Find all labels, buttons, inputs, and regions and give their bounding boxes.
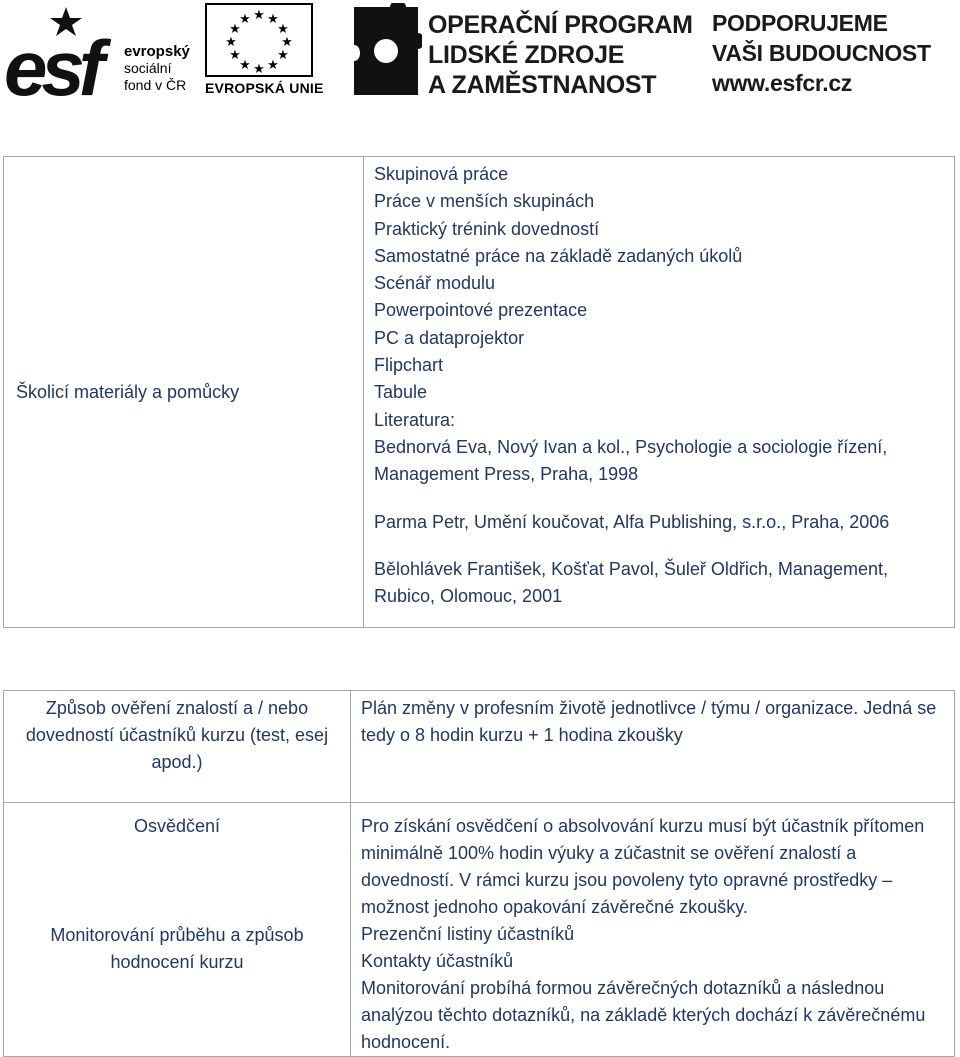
eu-flag-icon [205, 3, 313, 77]
certificate-monitoring-labels [4, 803, 351, 1057]
list-item: Práce v menších skupinách [374, 191, 595, 212]
svg-text:★: ★ [267, 57, 279, 72]
table-row [4, 803, 955, 1057]
header-logos [0, 0, 960, 110]
esf-line-3: fond v ČR [124, 77, 187, 93]
svg-text:★: ★ [229, 47, 241, 62]
certificate-label: Osvědčení [133, 816, 221, 836]
list-item: Tabule [374, 382, 428, 403]
list-item: Literatura: [374, 409, 456, 430]
certificate-content: Pro získání osvědčení o absolvování kurzu musí být účastník přítomen minimálně 100% hodin výuky a zúčastnit se ověření znalostí a dovedností. V rámci kurzu jsou povoleny tyto opravné prostředky – možnost jednoho opakování závěrečné zkoušky. [361, 816, 925, 917]
reference: Parma Petr, Umění koučovat, Alfa Publishing, s.r.o., Praha, 2006 [374, 511, 890, 532]
list-item: Skupinová práce [374, 164, 509, 184]
materials-content [364, 157, 955, 628]
op-line-3: A ZAMĚSTNANOST [428, 71, 657, 99]
svg-text:esf: esf [4, 24, 99, 99]
svg-text:★: ★ [225, 34, 237, 49]
list-item: Kontakty účastníků [361, 951, 514, 971]
support-url[interactable]: www.esfcr.cz [712, 70, 853, 96]
eu-label: EVROPSKÁ UNIE [205, 80, 324, 96]
svg-text:★: ★ [239, 57, 251, 72]
list-item: Flipchart [374, 355, 444, 376]
support-line-2: VAŠI BUDOUCNOST [712, 40, 931, 66]
eu-logo [205, 3, 324, 99]
list-item: Powerpointové prezentace [374, 300, 588, 321]
list-item: Prezenční listiny účastníků [361, 924, 575, 944]
verification-content: Plán změny v profesním životě jednotlivce / týmu / organizace. Jedná se tedy o 8 hodin kurzu + 1 hodina zkoušky [351, 691, 955, 803]
list-item: Monitorování probíhá formou závěrečných dotazníků a následnou analýzou těchto dotazníků, na základě kterých dochází k závěrečnému hodnocení. [361, 978, 926, 1052]
svg-text:★: ★ [281, 34, 293, 49]
materials-table [3, 156, 955, 628]
op-line-1: OPERAČNÍ PROGRAM [428, 11, 693, 39]
reference: Bednorvá Eva, Nový Ivan a kol., Psychologie a sociologie řízení, Management Press, Praha, 1998 [374, 436, 888, 485]
list-item: Scénář modulu [374, 273, 496, 294]
esf-line-2: sociální [124, 60, 172, 76]
assessment-table [3, 690, 955, 1057]
op-title [428, 10, 693, 100]
op-line-2: LIDSKÉ ZDROJE [428, 41, 625, 69]
verification-label: Způsob ověření znalostí a / nebo dovedností účastníků kurzu (test, esej apod.) [4, 691, 351, 803]
reference: Bělohlávek František, Košťat Pavol, Šuleř Oldřich, Management, Rubico, Olomouc, 2001 [374, 558, 888, 607]
esf-logo [4, 3, 200, 99]
svg-text:★: ★ [253, 61, 265, 75]
op-logo [350, 3, 693, 99]
svg-text:★: ★ [277, 21, 289, 36]
svg-text:★: ★ [239, 11, 251, 26]
esf-line-1: evropský [124, 43, 190, 60]
monitoring-label: Monitorování průběhu a způsob hodnocení kurzu [50, 925, 304, 972]
esf-caption [124, 43, 190, 94]
list-item: Praktický trénink dovedností [374, 218, 600, 239]
table-row [4, 691, 955, 803]
certificate-monitoring-content [351, 803, 955, 1057]
op-puzzle-icon [350, 3, 422, 99]
table-row [4, 157, 955, 628]
svg-text:★: ★ [267, 11, 279, 26]
support-line-1: PODPORUJEME [712, 10, 888, 36]
list-item: PC a dataprojektor [374, 327, 525, 348]
svg-text:★: ★ [253, 7, 265, 22]
support-slogan [712, 8, 931, 98]
materials-label: Školicí materiály a pomůcky [4, 157, 364, 628]
esf-mark-icon [4, 3, 124, 99]
svg-text:★: ★ [277, 47, 289, 62]
list-item: Samostatné práce na základě zadaných úkolů [374, 245, 743, 266]
svg-text:★: ★ [229, 21, 241, 36]
